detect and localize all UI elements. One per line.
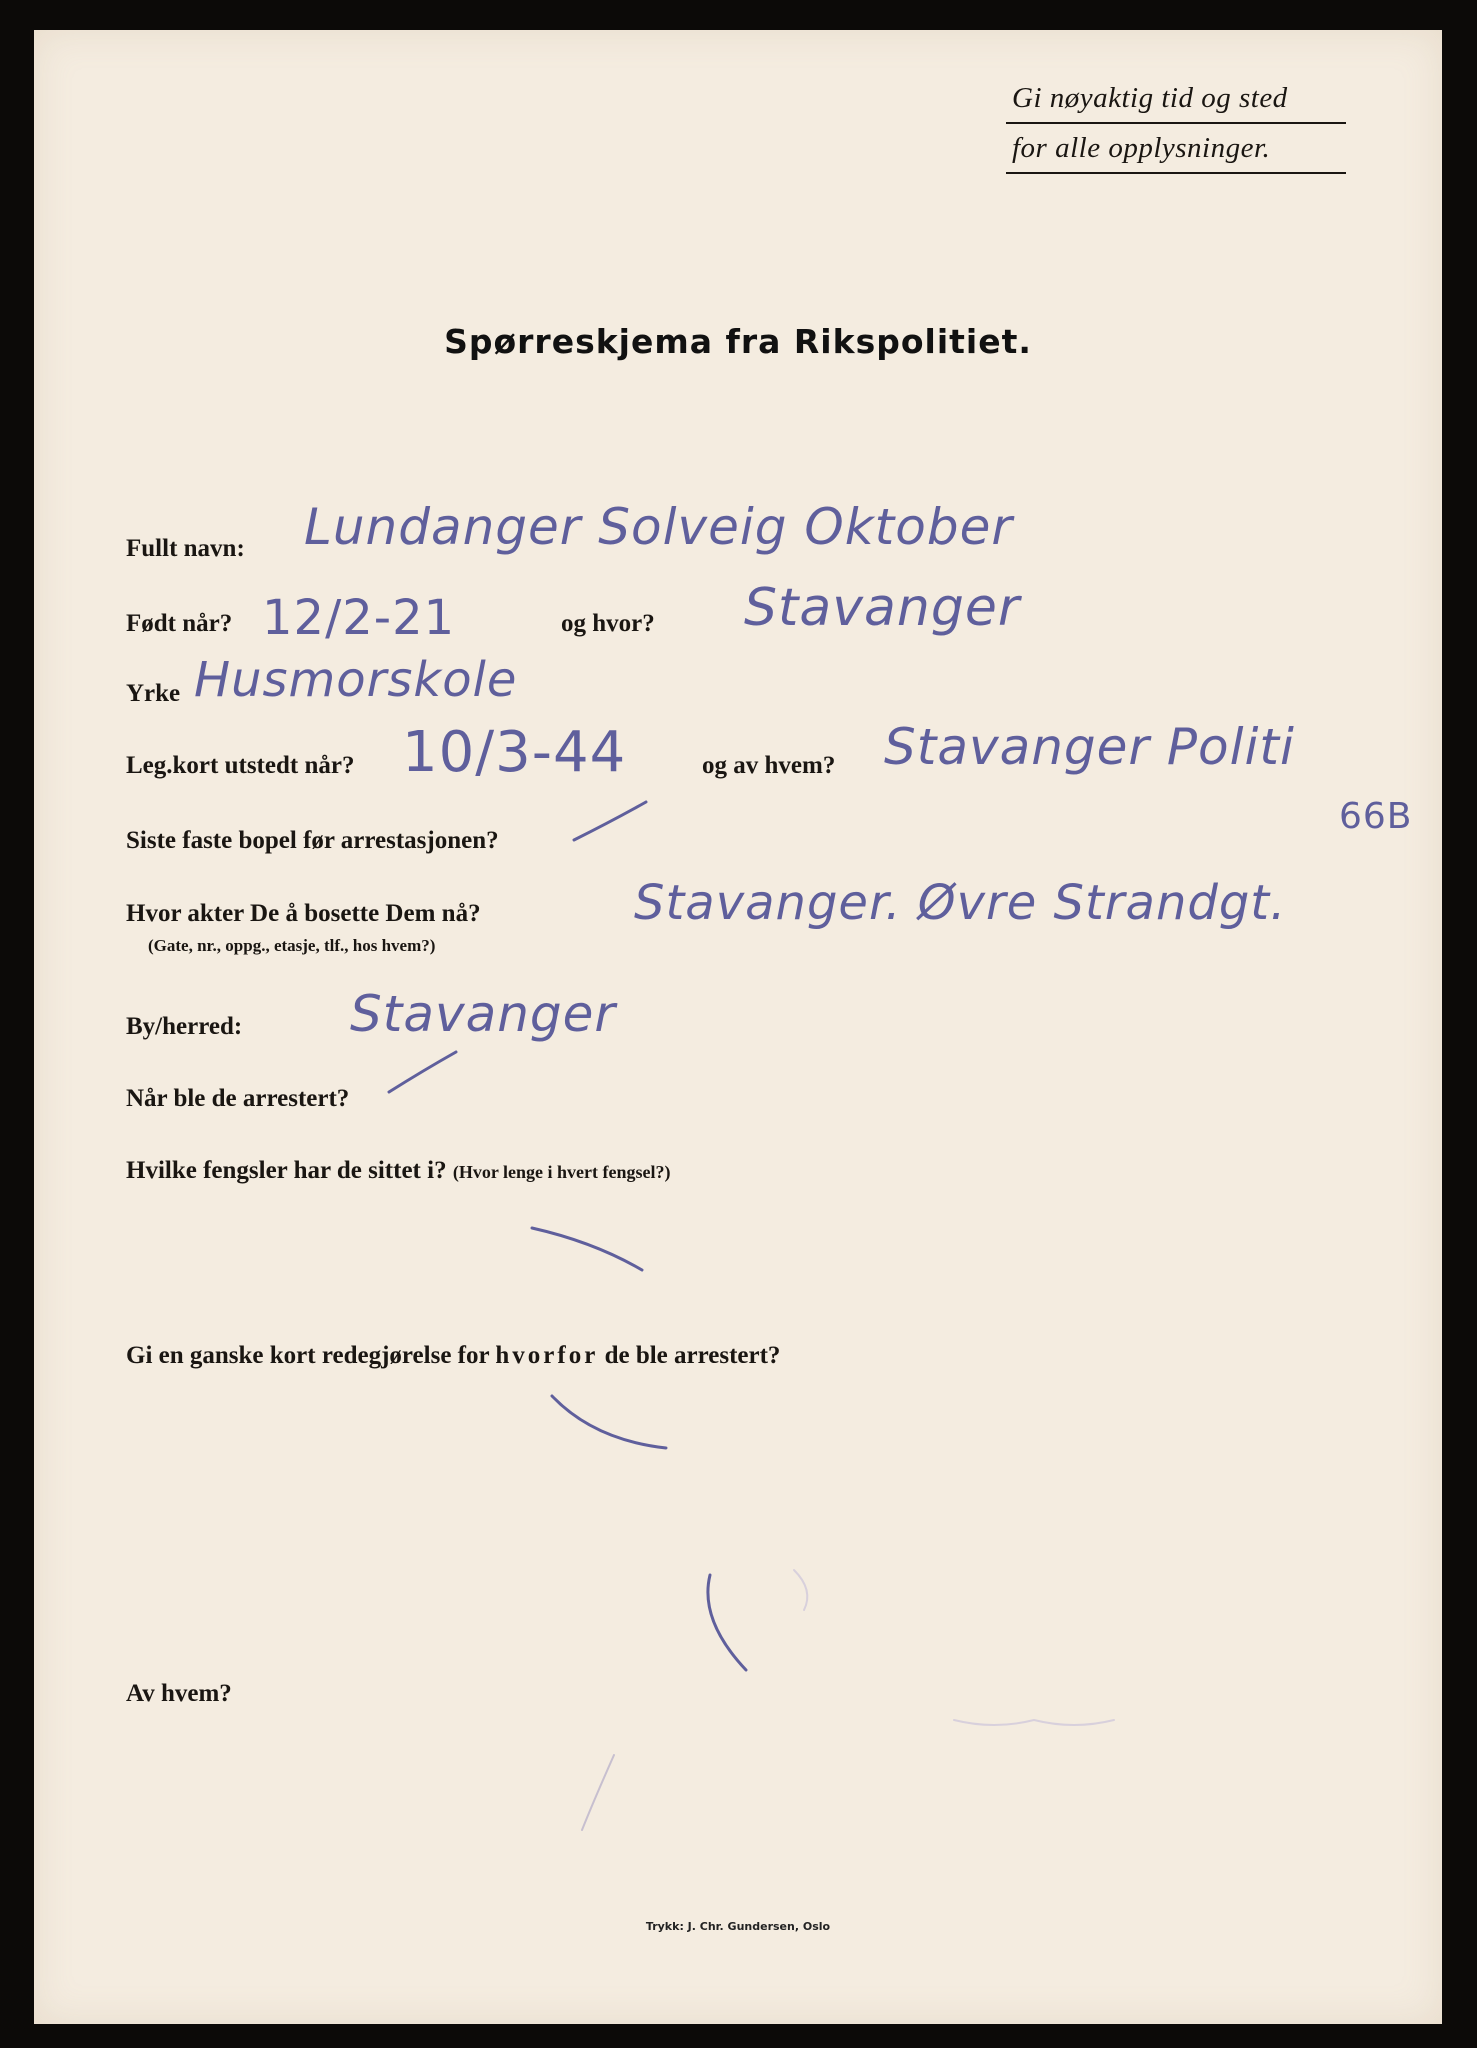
handwritten-municipality: Stavanger xyxy=(350,985,616,1043)
faint-mark-1 xyxy=(582,1755,614,1830)
pencil-dash-prisons xyxy=(532,1228,642,1270)
handwritten-birth-place: Stavanger xyxy=(744,578,1021,638)
handwritten-id-card-date: 10/3-44 xyxy=(402,720,627,785)
label-by-whom: Av hvem? xyxy=(126,1680,232,1707)
pencil-dash-why xyxy=(552,1396,666,1448)
handwritten-birth-date: 12/2-21 xyxy=(262,590,456,646)
pencil-dash-last-address xyxy=(574,802,646,840)
handwritten-issued-by: Stavanger Politi xyxy=(884,718,1295,776)
notice-line-1: Gi nøyaktig tid og sted xyxy=(1006,74,1346,124)
pencil-mark-bracket xyxy=(708,1575,746,1670)
handwritten-settle-address: Stavanger. Øvre Strandgt. xyxy=(634,875,1287,931)
label-municipality: By/herred: xyxy=(126,1013,243,1040)
pencil-dash-arrested-when xyxy=(389,1052,456,1092)
handwritten-margin-number: 66B xyxy=(1339,796,1413,837)
label-occupation: Yrke xyxy=(126,680,181,707)
faint-mark-3 xyxy=(954,1720,1114,1725)
label-full-name: Fullt navn: xyxy=(126,535,245,562)
label-born-where: og hvor? xyxy=(561,610,655,637)
prisons-question: Hvilke fengsler har de sittet i? xyxy=(126,1157,447,1184)
label-issued-by: og av hvem? xyxy=(702,752,836,779)
label-id-card-issued: Leg.kort utstedt når? xyxy=(126,752,355,779)
settle-where-hint: (Gate, nr., oppg., etasje, tlf., hos hvem?) xyxy=(148,936,436,955)
questionnaire-page xyxy=(34,30,1442,2024)
label-arrested-when: Når ble de arrestert? xyxy=(126,1085,350,1112)
form-title: Spørreskjema fra Rikspolitiet. xyxy=(444,322,1032,361)
label-settle-where: Hvor akter De å bosette Dem nå? xyxy=(126,900,481,927)
label-born-when: Født når? xyxy=(126,610,233,637)
handwritten-full-name: Lundanger Solveig Oktober xyxy=(304,498,1013,556)
faint-mark-2 xyxy=(794,1570,807,1610)
why-arrested-pre: Gi en ganske kort redegjørelse for xyxy=(126,1342,496,1369)
why-arrested-post: de ble arrestert? xyxy=(598,1342,781,1369)
pencil-marks xyxy=(34,30,1442,2024)
why-arrested-emphasis: hvorfor xyxy=(495,1342,599,1369)
printer-imprint: Trykk: J. Chr. Gundersen, Oslo xyxy=(645,1920,831,1933)
notice-line-2: for alle opplysninger. xyxy=(1006,124,1346,174)
label-last-address: Siste faste bopel før arrestasjonen? xyxy=(126,827,499,854)
handwritten-occupation: Husmorskole xyxy=(194,652,518,708)
prisons-hint: (Hvor lenge i hvert fengsel?) xyxy=(452,1162,671,1182)
